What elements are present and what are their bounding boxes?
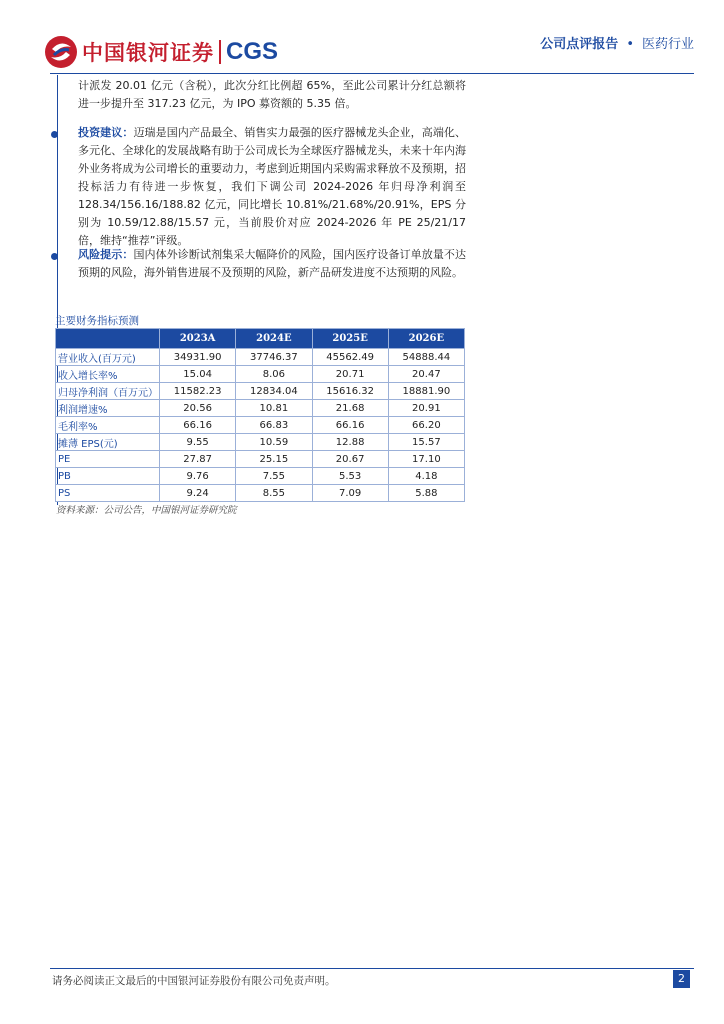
table-cell: 7.55: [236, 468, 312, 485]
table-cell: 10.81: [236, 400, 312, 417]
table-cell: 9.24: [160, 485, 236, 502]
header-cell: 2025E: [312, 329, 388, 349]
logo-chinese-name: 中国银河证券: [82, 41, 214, 65]
header-cell: 2026E: [388, 329, 464, 349]
risk-label: 风险提示：: [78, 248, 134, 261]
table-cell: 12834.04: [236, 383, 312, 400]
table-cell: 20.71: [312, 366, 388, 383]
table-cell: 18881.90: [388, 383, 464, 400]
table-row: [56, 434, 465, 451]
header-cell: 2023A: [160, 329, 236, 349]
table-cell: 20.91: [388, 400, 464, 417]
table-row: [56, 383, 465, 400]
table-cell: 66.20: [388, 417, 464, 434]
table-cell: 12.88: [312, 434, 388, 451]
table-row: [56, 468, 465, 485]
row-label: 利润增速%: [56, 400, 160, 417]
paragraph-risk: [78, 246, 466, 282]
risk-text: 国内体外诊断试剂集采大幅降价的风险，国内医疗设备订单放量不达预期的风险，海外销售进展不及预期的风险，新产品研发进度不达预期的风险。: [78, 248, 467, 279]
table-cell: 20.67: [312, 451, 388, 468]
financial-forecast-table: [55, 328, 465, 502]
table-cell: 66.83: [236, 417, 312, 434]
header-separator: •: [626, 37, 634, 52]
paragraph-dividend: 计派发 20.01 亿元（含税），此次分红比例超 65%，至此公司累计分红总额将进一步提升至 317.23 亿元，为 IPO 募资额的 5.35 倍。: [78, 79, 466, 110]
table-cell: 20.56: [160, 400, 236, 417]
table-row: [56, 400, 465, 417]
company-logo: [44, 35, 278, 69]
table-cell: 17.10: [388, 451, 464, 468]
table-cell: 66.16: [312, 417, 388, 434]
investment-label: 投资建议：: [78, 126, 134, 139]
row-label: 归母净利润（百万元）: [56, 383, 160, 400]
report-type: 公司点评报告: [540, 37, 619, 52]
header-divider: [50, 73, 694, 74]
table-row: [56, 349, 465, 366]
table-cell: 7.09: [312, 485, 388, 502]
table-row: [56, 366, 465, 383]
table-cell: 8.06: [236, 366, 312, 383]
table-cell: 15.57: [388, 434, 464, 451]
table-cell: 54888.44: [388, 349, 464, 366]
table-cell: 37746.37: [236, 349, 312, 366]
table-cell: 5.88: [388, 485, 464, 502]
table-cell: 20.47: [388, 366, 464, 383]
bullet-dot-icon: [51, 131, 58, 138]
header-cell: [56, 329, 160, 349]
table-cell: 27.87: [160, 451, 236, 468]
report-category: [540, 33, 694, 52]
cgs-logo-icon: [44, 35, 78, 69]
table-cell: 66.16: [160, 417, 236, 434]
table-cell: 34931.90: [160, 349, 236, 366]
logo-divider: [219, 40, 221, 64]
table-cell: 5.53: [312, 468, 388, 485]
row-label: 营业收入(百万元): [56, 349, 160, 366]
row-label: 收入增长率%: [56, 366, 160, 383]
table-cell: 25.15: [236, 451, 312, 468]
industry-label: 医药行业: [641, 37, 694, 52]
table-header-row: [56, 329, 465, 349]
table-cell: 11582.23: [160, 383, 236, 400]
table-cell: 15616.32: [312, 383, 388, 400]
row-label: PB: [56, 468, 160, 485]
table-cell: 8.55: [236, 485, 312, 502]
bullet-dot-icon: [51, 253, 58, 260]
table-cell: 9.55: [160, 434, 236, 451]
header-cell: 2024E: [236, 329, 312, 349]
table-cell: 21.68: [312, 400, 388, 417]
table-cell: 10.59: [236, 434, 312, 451]
page-number: 2: [673, 970, 690, 988]
investment-text: 迈瑞是国内产品最全、销售实力最强的医疗器械龙头企业，高端化、多元化、全球化的发展战略有助于公司成长为全球医疗器械龙头，未来十年内海外业务将成为公司增长的重要动力，考虑到近期国内采购需求释放不及预期，招投标活力有待进一步恢复，我们下调公司 2024-2026 年归母净利润至 128.34/156.16/188.82 亿元，同比增长 10.81%/21.68%/20.91%，EPS 分别为 10.59/12.88/15.57 元，当前股价对应 2024-2026 年 PE 25/21/17 倍，维持“推荐”评级。: [78, 126, 467, 247]
table-cell: 4.18: [388, 468, 464, 485]
paragraph-investment: [78, 124, 466, 250]
footer-divider: [50, 968, 694, 969]
row-label: PE: [56, 451, 160, 468]
footer-disclaimer: 请务必阅读正文最后的中国银河证券股份有限公司免责声明。: [52, 975, 336, 987]
row-label: PS: [56, 485, 160, 502]
table-cell: 45562.49: [312, 349, 388, 366]
table-cell: 9.76: [160, 468, 236, 485]
table-row: [56, 451, 465, 468]
row-label: 摊薄 EPS(元): [56, 434, 160, 451]
row-label: 毛利率%: [56, 417, 160, 434]
table-title: 主要财务指标预测: [55, 315, 139, 327]
table-source: 资料来源：公司公告，中国银河证券研究院: [56, 505, 237, 516]
table-row: [56, 485, 465, 502]
logo-english-name: CGS: [226, 38, 279, 65]
table-cell: 15.04: [160, 366, 236, 383]
table-row: [56, 417, 465, 434]
